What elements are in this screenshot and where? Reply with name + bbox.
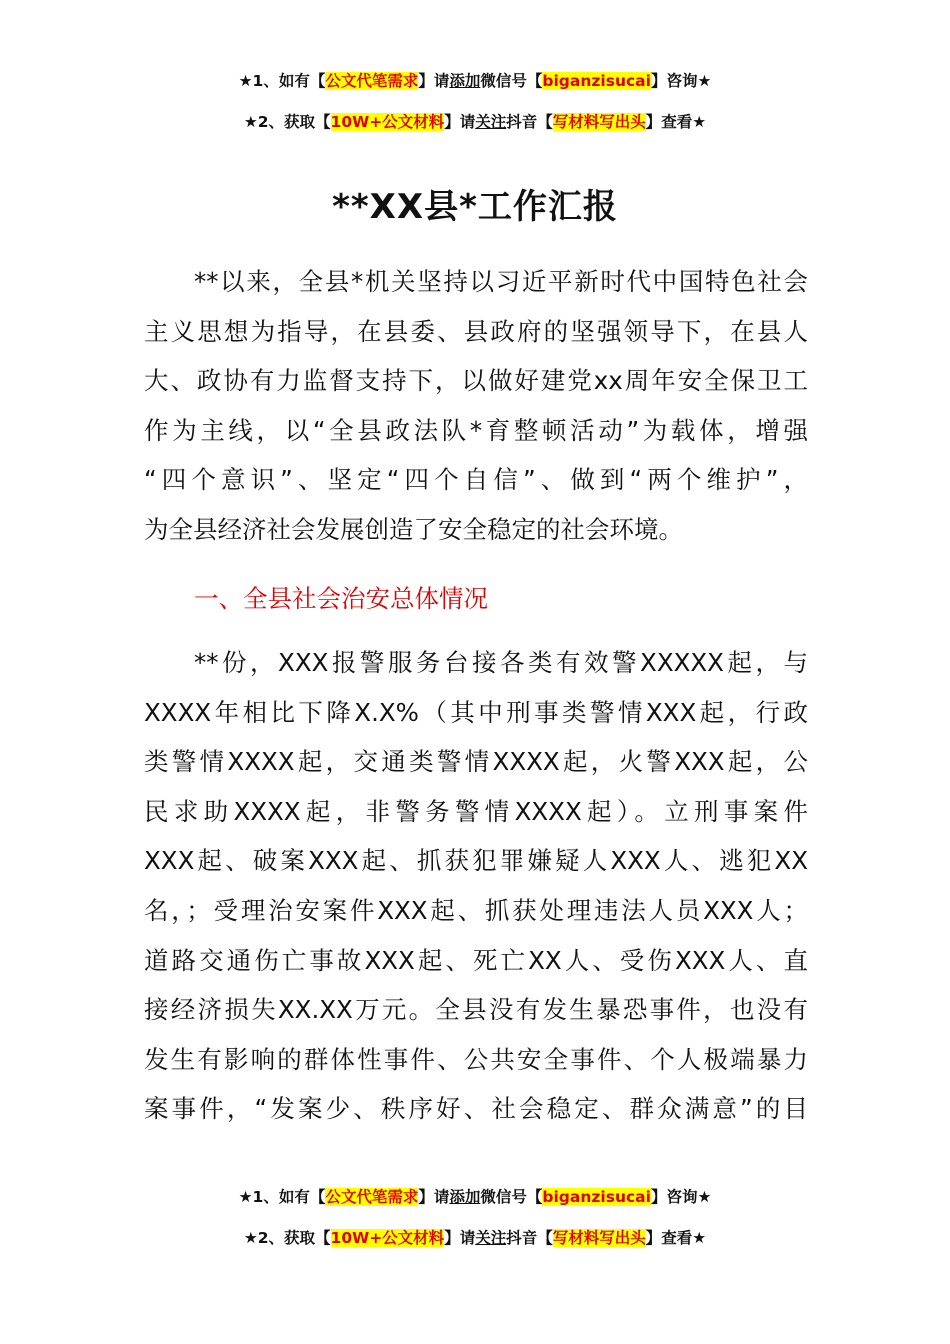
promo-underline: 添加 xyxy=(449,72,481,90)
promo-douyin-id: 写材料写出头 xyxy=(552,113,646,131)
promo-wechat-id: biganzisucai xyxy=(542,72,651,90)
intro-paragraph xyxy=(144,257,808,555)
section-heading: 一、全县社会治安总体情况 xyxy=(194,584,488,613)
section1-line: 案事件，“发案少、秩序好、社会稳定、群众满意”的目 xyxy=(144,1094,808,1124)
section1-line: 类警情XXXX起，交通类警情XXXX起，火警XXX起，公 xyxy=(144,747,808,777)
promo-text: 微信号【 xyxy=(480,1188,543,1206)
promo-text: 】咨询★ xyxy=(650,72,712,90)
section1-line: XXX起、破案XXX起、抓获犯罪嫌疑人XXX人、逃犯XX xyxy=(144,846,808,876)
section1-line: XXXX年相比下降X.X%（其中刑事类警情XXX起，行政 xyxy=(144,697,808,727)
header-promo-line-1 xyxy=(0,70,950,92)
intro-line: **以来，全县*机关坚持以习近平新时代中国特色社会 xyxy=(194,267,808,296)
promo-text: 】请 xyxy=(418,72,450,90)
promo-text: 】请 xyxy=(444,113,476,131)
promo-underline: 关注 xyxy=(475,1229,507,1247)
promo-highlight: 10W+公文材料 xyxy=(330,113,445,131)
promo-highlight: 10W+公文材料 xyxy=(330,1229,445,1247)
promo-text: ★1、如有【 xyxy=(238,72,326,90)
promo-text: 】查看★ xyxy=(645,113,707,131)
promo-text: ★2、获取【 xyxy=(243,113,331,131)
section1-line: 接经济损失XX.XX万元。全县没有发生暴恐事件，也没有 xyxy=(144,995,808,1025)
intro-line: 主义思想为指导，在县委、县政府的坚强领导下，在县人 xyxy=(144,316,808,346)
promo-text: 抖音【 xyxy=(506,1229,553,1247)
intro-line: 为全县经济社会发展创造了安全稳定的社会环境。 xyxy=(144,514,683,544)
section1-line: **份，XXX报警服务台接各类有效警XXXXX起，与 xyxy=(194,648,808,677)
section1-line: 名，；受理治安案件XXX起、抓获处理违法人员XXX人； xyxy=(144,895,808,925)
section1-line: 道路交通伤亡事故XXX起、死亡XX人、受伤XXX人、直 xyxy=(144,945,808,975)
section1-line: 民求助XXXX起，非警务警情XXXX起）。立刑事案件 xyxy=(144,796,808,826)
promo-wechat-id: biganzisucai xyxy=(542,1188,651,1206)
footer-promo-line-2 xyxy=(0,1227,950,1249)
intro-line: 作为主线，以“全县政法队*育整顿活动”为载体，增强 xyxy=(144,415,808,445)
intro-line: “四个意识”、坚定“四个自信”、做到“两个维护”， xyxy=(144,465,808,495)
header-promo-line-2 xyxy=(0,111,950,133)
promo-text: 抖音【 xyxy=(506,113,553,131)
promo-text: ★2、获取【 xyxy=(243,1229,331,1247)
footer-promo-line-1 xyxy=(0,1186,950,1208)
promo-highlight: 公文代笔需求 xyxy=(325,1188,419,1206)
promo-text: ★1、如有【 xyxy=(238,1188,326,1206)
document-title: **XX县*工作汇报 xyxy=(332,187,618,227)
promo-underline: 添加 xyxy=(449,1188,481,1206)
section1-paragraph xyxy=(144,638,808,1134)
promo-douyin-id: 写材料写出头 xyxy=(552,1229,646,1247)
promo-text: 】咨询★ xyxy=(650,1188,712,1206)
promo-highlight: 公文代笔需求 xyxy=(325,72,419,90)
promo-text: 】查看★ xyxy=(645,1229,707,1247)
section1-line: 发生有影响的群体性事件、公共安全事件、个人极端暴力 xyxy=(144,1044,808,1074)
promo-text: 微信号【 xyxy=(480,72,543,90)
promo-text: 】请 xyxy=(418,1188,450,1206)
promo-text: 】请 xyxy=(444,1229,476,1247)
intro-line: 大、政协有力监督支持下，以做好建党xx周年安全保卫工 xyxy=(144,366,808,396)
promo-underline: 关注 xyxy=(475,113,507,131)
